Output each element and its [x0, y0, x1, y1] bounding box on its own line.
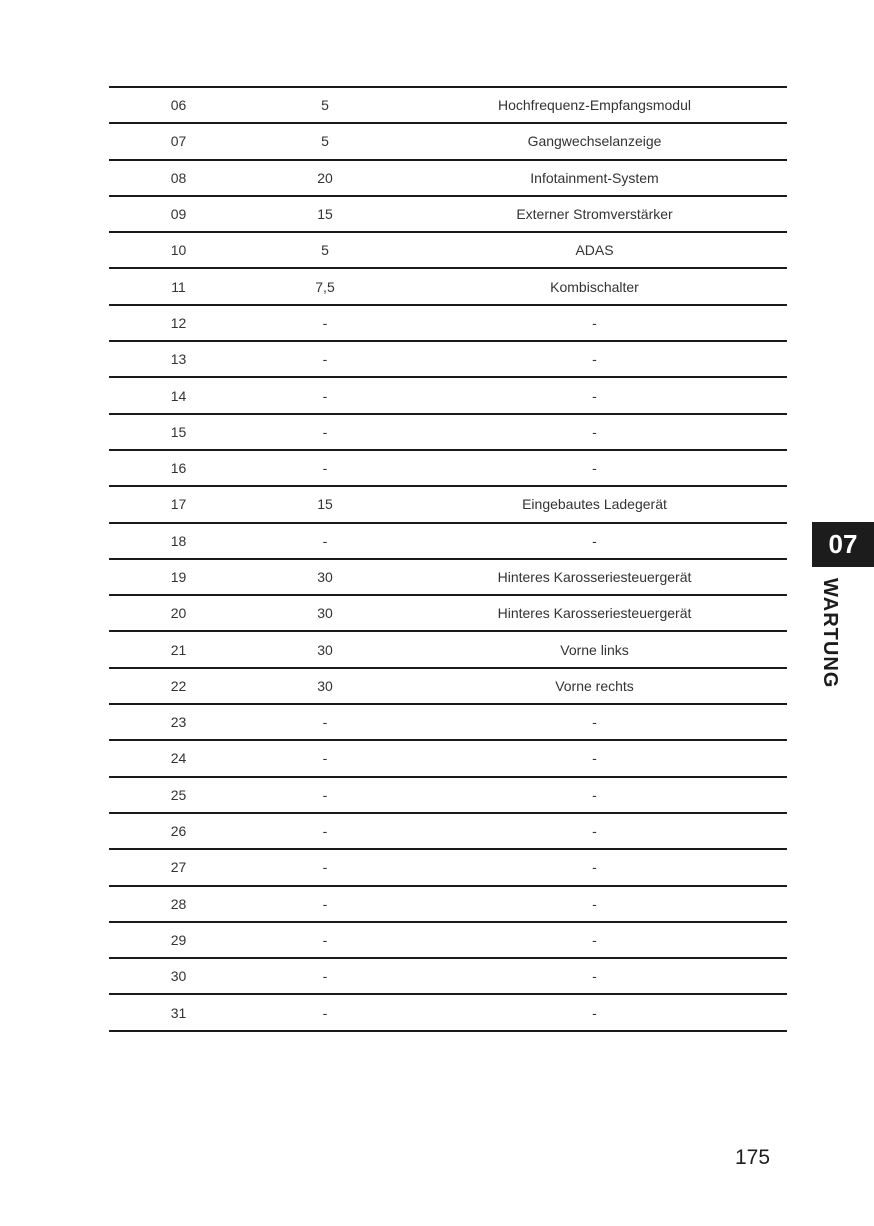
fuse-ampere-cell: 5: [321, 97, 329, 114]
fuse-number-cell: 15: [170, 423, 187, 440]
fuse-description-cell: Externer Stromverstärker: [516, 206, 673, 223]
fuse-ampere-cell: -: [322, 750, 328, 767]
fuse-number-cell: 11: [171, 278, 186, 295]
table-row: [109, 233, 787, 269]
fuse-description-cell: Hinteres Karosseriesteuergerät: [497, 569, 692, 585]
fuse-description-cell: -: [592, 968, 597, 985]
fuse-description-cell: -: [592, 931, 597, 948]
fuse-description-cell: Infotainment-System: [530, 169, 659, 186]
fuse-description-cell: -: [592, 532, 597, 549]
fuse-number-cell: 29: [170, 931, 187, 948]
fuse-ampere-cell: -: [322, 895, 328, 912]
fuse-ampere-cell: -: [322, 714, 328, 731]
fuse-number-cell: 20: [170, 605, 187, 622]
fuse-ampere-cell: -: [322, 423, 328, 440]
fuse-description-cell: -: [592, 895, 597, 912]
fuse-number-cell: 22: [170, 677, 187, 694]
table-row: [109, 88, 787, 124]
fuse-number-cell: 14: [170, 387, 187, 404]
fuse-number-cell: 18: [170, 532, 187, 549]
fuse-table: [109, 86, 787, 1032]
fuse-ampere-cell: 30: [317, 677, 333, 694]
fuse-description-cell: Kombischalter: [550, 278, 639, 295]
fuse-ampere-cell: -: [322, 460, 328, 477]
fuse-ampere-cell: -: [322, 387, 328, 404]
fuse-number-cell: 09: [170, 206, 187, 223]
fuse-ampere-cell: -: [322, 314, 328, 331]
fuse-number-cell: 19: [170, 569, 187, 585]
fuse-description-cell: -: [592, 714, 597, 731]
fuse-description-cell: -: [592, 460, 597, 477]
fuse-number-cell: 16: [170, 460, 187, 477]
fuse-description-cell: Gangwechselanzeige: [527, 133, 662, 150]
fuse-number-cell: 26: [170, 823, 187, 840]
table-row: [109, 705, 787, 741]
fuse-ampere-cell: -: [322, 351, 328, 368]
fuse-ampere-cell: -: [322, 532, 328, 549]
fuse-ampere-cell: 5: [321, 133, 329, 150]
table-row: [109, 342, 787, 378]
fuse-number-cell: 13: [170, 351, 187, 368]
fuse-ampere-cell: 15: [317, 206, 333, 223]
fuse-ampere-cell: 30: [317, 641, 333, 658]
fuse-description-cell: -: [592, 387, 597, 404]
table-row: [109, 814, 787, 850]
fuse-description-cell: Eingebautes Ladegerät: [522, 496, 667, 513]
fuse-number-cell: 08: [170, 169, 187, 186]
fuse-ampere-cell: 20: [317, 169, 333, 186]
table-row: [109, 269, 787, 305]
table-row: [109, 451, 787, 487]
fuse-number-cell: 25: [170, 786, 187, 803]
table-row: [109, 959, 787, 995]
table-row: [109, 741, 787, 777]
table-row: [109, 524, 787, 560]
table-row: [109, 560, 787, 596]
fuse-ampere-cell: -: [322, 859, 328, 876]
chapter-title-text: WARTUNG: [819, 578, 841, 689]
fuse-number-cell: 24: [170, 750, 187, 767]
fuse-description-cell: -: [592, 423, 597, 440]
fuse-ampere-cell: -: [322, 931, 328, 948]
fuse-description-cell: Hinteres Karosseriesteuergerät: [497, 605, 692, 622]
fuse-description-cell: Hochfrequenz-Empfangsmodul: [498, 97, 691, 114]
table-row: [109, 995, 787, 1031]
fuse-number-cell: 30: [170, 968, 187, 985]
table-row: [109, 596, 787, 632]
fuse-ampere-cell: 30: [317, 605, 333, 622]
fuse-number-cell: 12: [170, 314, 187, 331]
fuse-number-cell: 28: [170, 895, 187, 912]
fuse-ampere-cell: 15: [317, 496, 333, 513]
fuse-ampere-cell: 5: [321, 242, 329, 259]
fuse-number-cell: 31: [170, 1004, 187, 1021]
fuse-number-cell: 10: [170, 242, 187, 259]
fuse-description-cell: -: [592, 786, 597, 803]
table-row: [109, 778, 787, 814]
fuse-number-cell: 21: [170, 641, 187, 658]
table-row: [109, 378, 787, 414]
page-number: 175: [735, 1146, 771, 1169]
fuse-ampere-cell: 7,5: [315, 278, 335, 295]
fuse-description-cell: ADAS: [575, 242, 614, 259]
fuse-description-cell: Vorne rechts: [555, 677, 634, 694]
table-row: [109, 124, 787, 160]
table-row: [109, 632, 787, 668]
table-row: [109, 306, 787, 342]
fuse-ampere-cell: 30: [317, 569, 333, 585]
table-row: [109, 415, 787, 451]
table-row: [109, 161, 787, 197]
table-row: [109, 487, 787, 523]
fuse-number-cell: 17: [170, 496, 187, 513]
fuse-ampere-cell: -: [322, 786, 328, 803]
table-row: [109, 197, 787, 233]
table-row: [109, 850, 787, 886]
chapter-number: 07: [828, 529, 858, 559]
table-row: [109, 669, 787, 705]
table-row: [109, 887, 787, 923]
fuse-ampere-cell: -: [322, 823, 328, 840]
fuse-description-cell: Vorne links: [560, 641, 629, 658]
chapter-tab: [812, 522, 874, 567]
fuse-number-cell: 27: [170, 859, 187, 876]
fuse-number-cell: 23: [170, 714, 187, 731]
fuse-description-cell: -: [592, 859, 597, 876]
fuse-ampere-cell: -: [322, 968, 328, 985]
fuse-ampere-cell: -: [322, 1004, 328, 1021]
fuse-description-cell: -: [592, 351, 597, 368]
fuse-description-cell: -: [592, 1004, 597, 1021]
fuse-number-cell: 06: [170, 97, 187, 114]
fuse-description-cell: -: [592, 314, 597, 331]
table-row: [109, 923, 787, 959]
fuse-description-cell: -: [592, 823, 597, 840]
fuse-description-cell: -: [592, 750, 597, 767]
fuse-number-cell: 07: [170, 133, 187, 150]
